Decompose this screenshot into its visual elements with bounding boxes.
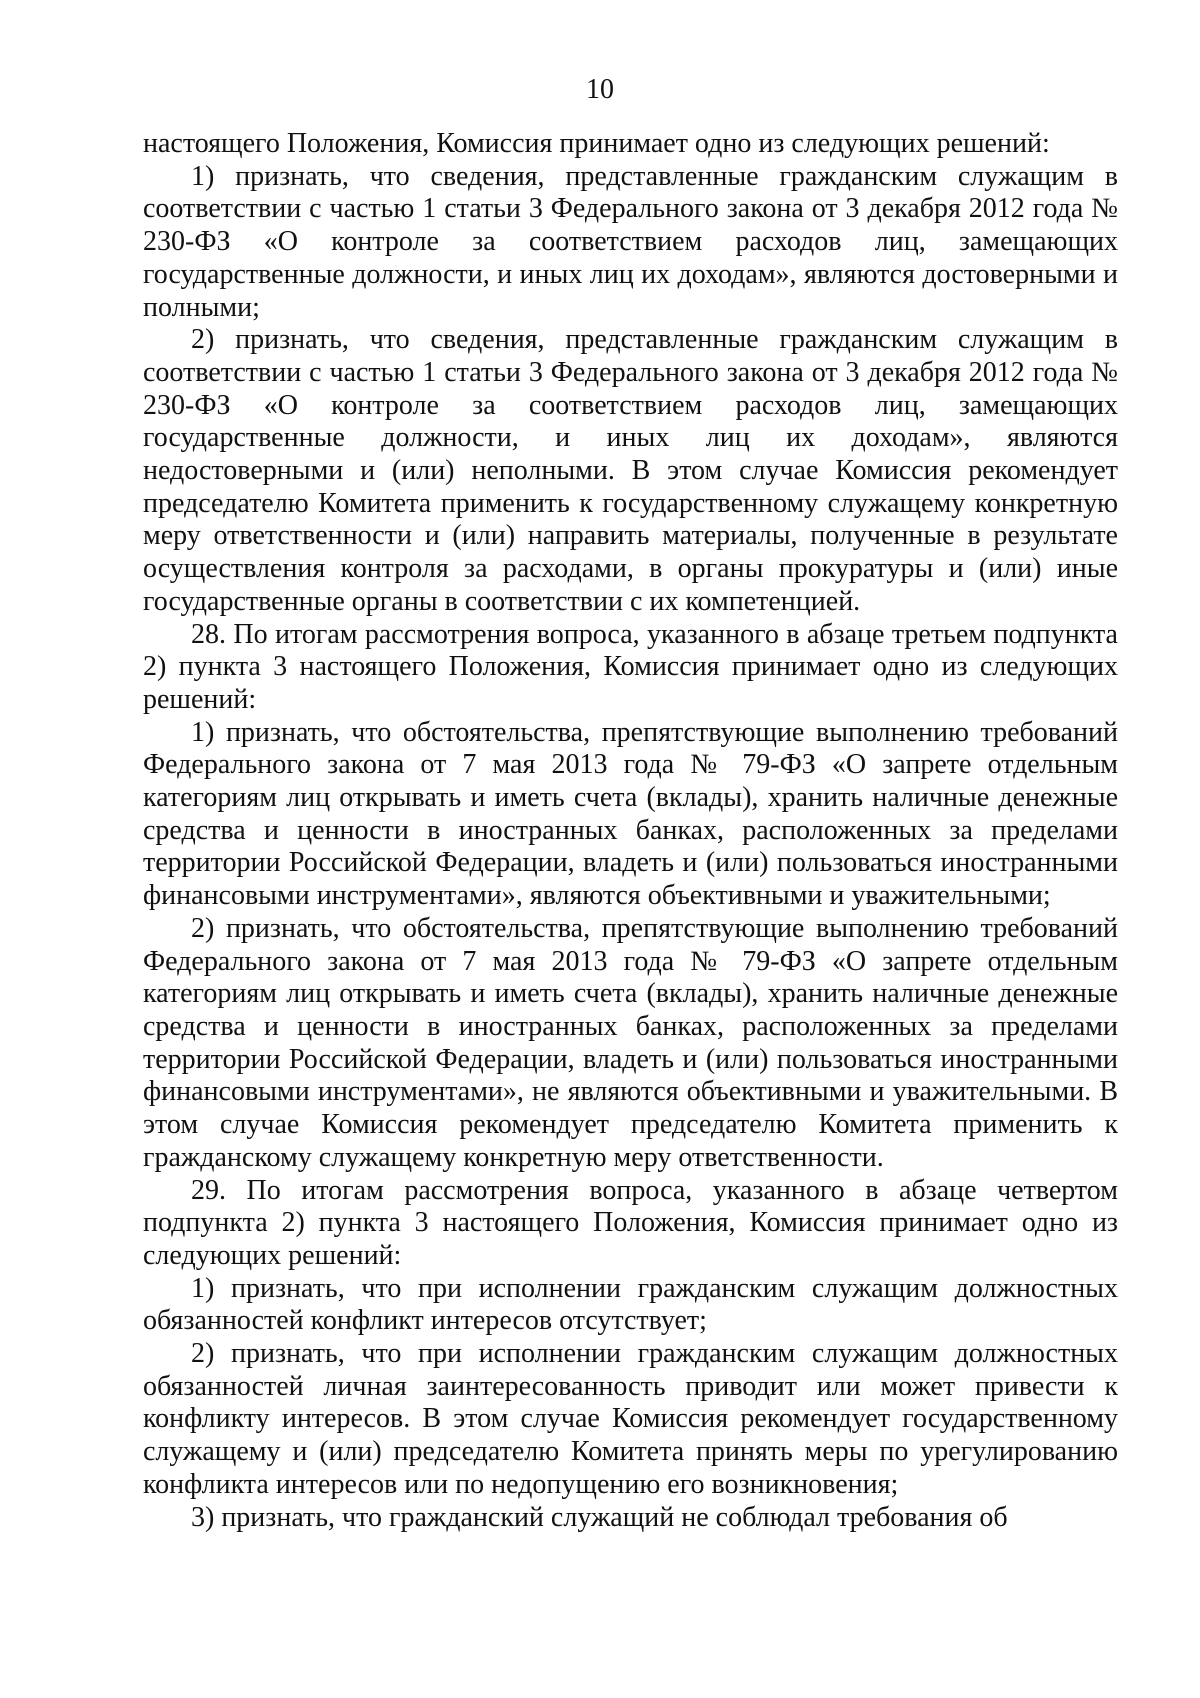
paragraph-5: 1) признать, что обстоятельства, препятствующие выполнению требований Федерального закона от 7 мая 2013 года № 79-ФЗ «О запрете отдельным категориям лиц открывать и иметь счета (вклады), хранить наличные денежные средства и ценности в иностранных банках, расположенных за пределами территории Российской Федерации, владеть и (или) пользоваться иностранными финансовыми инструментами», являются объективными и уважительными; [143, 716, 1118, 912]
paragraph-8: 1) признать, что при исполнении гражданским служащим должностных обязанностей конфликт интересов отсутствует; [143, 1272, 1118, 1337]
page-number: 10 [586, 74, 614, 105]
paragraph-4: 28. По итогам рассмотрения вопроса, указанного в абзаце третьем подпункта 2) пункта 3 настоящего Положения, Комиссия принимает одно из следующих решений: [143, 618, 1118, 715]
paragraph-3: 2) признать, что сведения, представленные гражданским служащим в соответствии с частью 1 статьи 3 Федерального закона от 3 декабря 2012 года № 230-ФЗ «О контроле за соответствием расходов лиц, замещающих государственные должности, и иных лиц их доходам», являются недостоверными и (или) неполными. В этом случае Комиссия рекомендует председателю Комитета применить к государственному служащему конкретную меру ответственности и (или) направить материалы, полученные в результате осуществления контроля за расходами, в органы прокуратуры и (или) иные государственные органы в соответствии с их компетенцией. [143, 324, 1118, 617]
paragraph-10: 3) признать, что гражданский служащий не соблюдал требования об [191, 1501, 1008, 1533]
document-body [143, 128, 1118, 1534]
paragraph-6: 2) признать, что обстоятельства, препятствующие выполнению требований Федерального закона от 7 мая 2013 года № 79-ФЗ «О запрете отдельным категориям лиц открывать и иметь счета (вклады), хранить наличные денежные средства и ценности в иностранных банках, расположенных за пределами территории Российской Федерации, владеть и (или) пользоваться иностранными финансовыми инструментами», не являются объективными и уважительными. В этом случае Комиссия рекомендует председателю Комитета применить к гражданскому служащему конкретную меру ответственности. [143, 912, 1118, 1173]
paragraph-1: настоящего Положения, Комиссия принимает одно из следующих решений: [143, 128, 1050, 159]
paragraph-9: 2) признать, что при исполнении гражданским служащим должностных обязанностей личная заинтересованность приводит или может привести к конфликту интересов. В этом случае Комиссия рекомендует государственному служащему и (или) председателю Комитета принять меры по урегулированию конфликта интересов или по недопущению его возникновения; [143, 1338, 1118, 1500]
paragraph-2: 1) признать, что сведения, представленные гражданским служащим в соответствии с частью 1 статьи 3 Федерального закона от 3 декабря 2012 года № 230-ФЗ «О контроле за соответствием расходов лиц, замещающих государственные должности, и иных лиц их доходам», являются достоверными и полными; [143, 160, 1118, 323]
paragraph-7: 29. По итогам рассмотрения вопроса, указанного в абзаце четвертом подпункта 2) пункта 3 настоящего Положения, Комиссия принимает одно из следующих решений: [143, 1174, 1118, 1271]
